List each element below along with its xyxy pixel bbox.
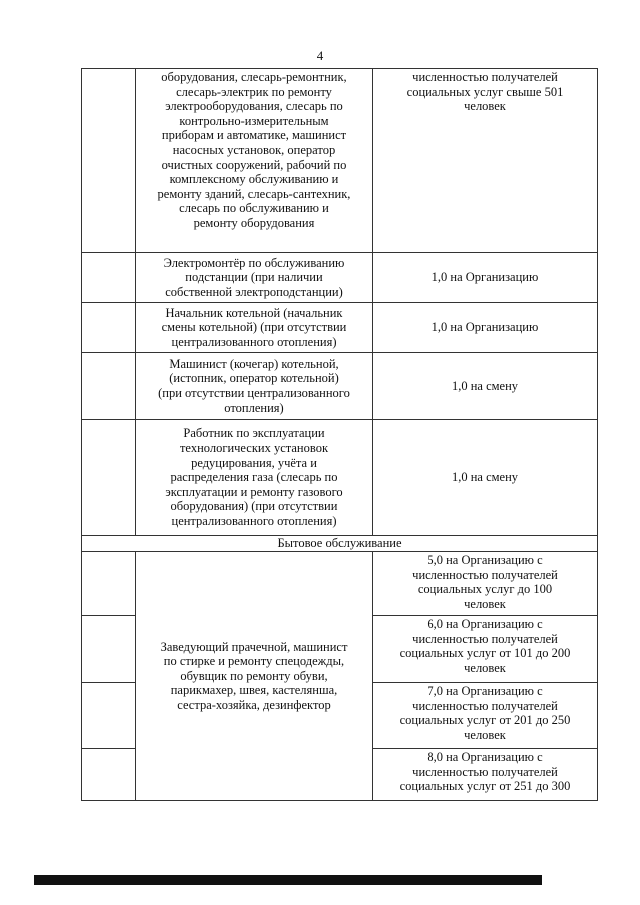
norm-text: 1,0 на Организацию [431, 320, 539, 335]
table-row [82, 552, 598, 616]
row-number-cell [82, 253, 136, 303]
norm-cell [373, 749, 598, 801]
section-position-cell [136, 552, 373, 801]
norm-text: 7,0 на Организацию с численностью получателей социальных услуг от 201 до 250 человек [399, 684, 571, 742]
row-number-cell [82, 683, 136, 749]
position-text: Работник по эксплуатации технологических установок редуцирования, учёта и распределения газа (слесарь по эксплуатации и ремонту газового оборудования) (при отсутствии централизованного отопления) [165, 426, 343, 528]
position-text: оборудования, слесарь-ремонтник, слесарь-электрик по ремонту электрооборудования, слесарь по контрольно-измерительным приборам и автоматике, машинист насосных установок, оператор очистных сооружений, рабочий по комплексному обслуживанию и ремонту зданий, слесарь-сантехник, слесарь по обслуживанию и ремонту оборудования [157, 70, 351, 230]
position-text: Машинист (кочегар) котельной, (истопник, оператор котельной) (при отсутствии централизованного отопления) [158, 356, 350, 415]
position-cell [136, 353, 373, 420]
row-number-cell [82, 616, 136, 683]
norm-text: 1,0 на Организацию [431, 270, 539, 285]
table-row [82, 69, 598, 253]
row-number-cell [82, 303, 136, 353]
position-cell [136, 303, 373, 353]
row-number-cell [82, 69, 136, 253]
norm-cell [373, 353, 598, 420]
norm-text: численностью получателей социальных услуг свыше 501 человек [406, 70, 564, 114]
row-number-cell [82, 552, 136, 616]
position-cell [136, 253, 373, 303]
norm-cell [373, 253, 598, 303]
row-number-cell [82, 353, 136, 420]
position-cell [136, 69, 373, 253]
norm-cell [373, 69, 598, 253]
table-row [82, 420, 598, 536]
norm-text: 8,0 на Организацию с численностью получателей социальных услуг от 251 до 300 [399, 750, 571, 794]
section-header-row [82, 536, 598, 552]
position-cell [136, 420, 373, 536]
norm-cell [373, 683, 598, 749]
norm-cell [373, 420, 598, 536]
page-number: 4 [316, 48, 324, 63]
section-title: Бытовое обслуживание [82, 536, 598, 552]
norm-text: 1,0 на смену [451, 470, 519, 485]
table-row [82, 303, 598, 353]
staffing-table [81, 68, 598, 801]
norm-text: 5,0 на Организацию с численностью получателей социальных услуг до 100 человек [412, 553, 558, 611]
norm-cell [373, 552, 598, 616]
position-text: Электромонтёр по обслуживанию подстанции (при наличии собственной электроподстанции) [163, 255, 345, 299]
table-row [82, 353, 598, 420]
norm-cell [373, 303, 598, 353]
row-number-cell [82, 749, 136, 801]
scan-edge-bar [34, 875, 542, 885]
position-text: Начальник котельной (начальник смены котельной) (при отсутствии централизованного отопления) [161, 305, 347, 349]
norm-cell [373, 616, 598, 683]
table-row [82, 253, 598, 303]
norm-text: 1,0 на смену [451, 378, 519, 393]
position-text: Заведующий прачечной, машинист по стирке и ремонту спецодежды, обувщик по ремонту обуви, парикмахер, швея, кастелянша, сестра-хозяйка, дезинфектор [160, 639, 348, 712]
norm-text: 6,0 на Организацию с численностью получателей социальных услуг от 101 до 200 человек [399, 617, 571, 675]
row-number-cell [82, 420, 136, 536]
